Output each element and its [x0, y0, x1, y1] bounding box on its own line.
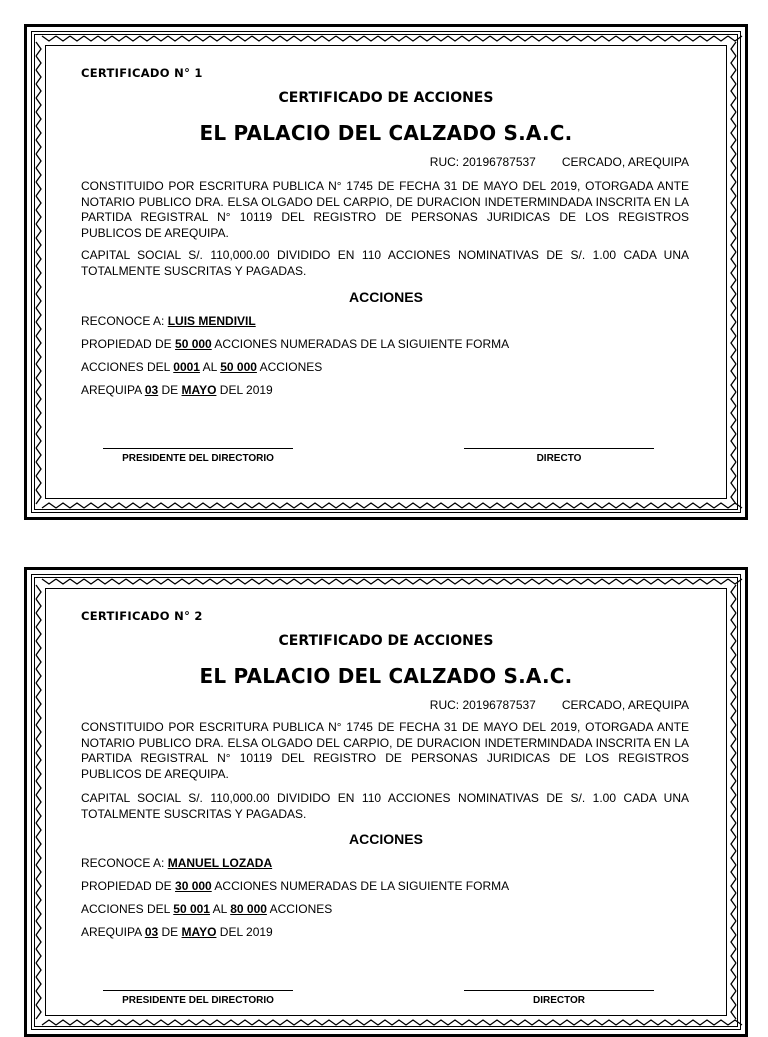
ownership-suffix: ACCIONES NUMERADAS DE LA SIGUIENTE FORMA [214, 337, 510, 351]
date-day: 03 [144, 925, 159, 939]
date-de: DE [161, 383, 179, 397]
range-to: 50 000 [220, 360, 257, 374]
date-line [81, 383, 273, 397]
share-range-line [81, 360, 322, 374]
signature-label-right: DIRECTOR [532, 995, 586, 1006]
ownership-line [81, 879, 509, 893]
range-to: 80 000 [230, 902, 267, 916]
company-name: EL PALACIO DEL CALZADO S.A.C. [199, 664, 573, 688]
date-day: 03 [144, 383, 159, 397]
certificate-kind-title: CERTIFICADO DE ACCIONES [278, 633, 494, 649]
certificate-number: CERTIFICADO N° 2 [81, 609, 203, 623]
share-range-line [81, 902, 332, 916]
signature-label-right: DIRECTO [536, 453, 582, 464]
ownership-prefix: PROPIEDAD DE [81, 337, 172, 351]
recognizes-label: RECONOCE A: [81, 314, 165, 328]
city: AREQUIPA [81, 925, 142, 939]
range-prefix: ACCIONES DEL [81, 360, 170, 374]
shares-section-title: ACCIONES [349, 831, 423, 847]
holder-name: LUIS MENDIVIL [167, 314, 256, 328]
ownership-prefix: PROPIEDAD DE [81, 879, 172, 893]
city: AREQUIPA [81, 383, 142, 397]
capital-paragraph: CAPITAL SOCIAL S/. 110,000.00 DIVIDIDO EN 110 ACCIONES NOMINATIVAS DE S/. 1.00 CADA UNA TOTALMENTE SUSCRITAS Y PAGADAS. [81, 248, 689, 278]
shares-section-title: ACCIONES [349, 289, 423, 305]
date-month: MAYO [181, 383, 217, 397]
range-suffix: ACCIONES [269, 902, 333, 916]
signature-line-left [103, 448, 293, 449]
certificate-kind-title: CERTIFICADO DE ACCIONES [278, 90, 494, 106]
signature-line-left [103, 990, 293, 991]
date-line [81, 925, 273, 939]
holder-name: MANUEL LOZADA [167, 856, 273, 870]
signature-line-right [464, 990, 654, 991]
holder-line [81, 856, 272, 870]
ownership-suffix: ACCIONES NUMERADAS DE LA SIGUIENTE FORMA [214, 879, 510, 893]
range-mid: AL [202, 360, 217, 374]
date-year: DEL 2019 [219, 925, 273, 939]
share-certificate-2 [24, 567, 748, 1037]
shares-count: 50 000 [175, 337, 212, 351]
range-mid: AL [212, 902, 227, 916]
holder-line [81, 314, 256, 328]
range-suffix: ACCIONES [259, 360, 323, 374]
range-from: 50 001 [173, 902, 210, 916]
constitution-paragraph: CONSTITUIDO POR ESCRITURA PUBLICA N° 1745 DE FECHA 31 DE MAYO DEL 2019, OTORGADA ANTE NOTARIO PUBLICO DRA. ELSA OLGADO DEL CARPIO, DE DURACION INDETERMINDADA INSCRITA EN LA PARTIDA REGISTRAL N° 10119 DEL REGISTRO DE PERSONAS JURIDICAS DE LOS REGISTROS PUBLICOS DE AREQUIPA. [81, 720, 689, 781]
signature-line-right [464, 448, 654, 449]
signature-label-left: PRESIDENTE DEL DIRECTORIO [122, 453, 274, 464]
ruc-line [430, 698, 689, 712]
location: CERCADO, AREQUIPA [561, 155, 689, 169]
location: CERCADO, AREQUIPA [561, 698, 689, 712]
ruc-line [430, 155, 689, 169]
signature-label-left: PRESIDENTE DEL DIRECTORIO [122, 995, 274, 1006]
company-name: EL PALACIO DEL CALZADO S.A.C. [199, 121, 573, 145]
capital-paragraph: CAPITAL SOCIAL S/. 110,000.00 DIVIDIDO EN 110 ACCIONES NOMINATIVAS DE S/. 1.00 CADA UNA TOTALMENTE SUSCRITAS Y PAGADAS. [81, 791, 689, 821]
date-year: DEL 2019 [219, 383, 273, 397]
range-from: 0001 [173, 360, 200, 374]
certificate-number: CERTIFICADO N° 1 [81, 66, 203, 80]
shares-count: 30 000 [175, 879, 212, 893]
constitution-paragraph: CONSTITUIDO POR ESCRITURA PUBLICA N° 1745 DE FECHA 31 DE MAYO DEL 2019, OTORGADA ANTE NOTARIO PUBLICO DRA. ELSA OLGADO DEL CARPIO, DE DURACION INDETERMINDADA INSCRITA EN LA PARTIDA REGISTRAL N° 10119 DEL REGISTRO DE PERSONAS JURIDICAS DE LOS REGISTROS PUBLICOS DE AREQUIPA. [81, 179, 689, 240]
date-de: DE [161, 925, 179, 939]
ruc-number: RUC: 20196787537 [429, 155, 536, 169]
recognizes-label: RECONOCE A: [81, 856, 165, 870]
range-prefix: ACCIONES DEL [81, 902, 170, 916]
date-month: MAYO [181, 925, 217, 939]
ruc-number: RUC: 20196787537 [429, 698, 536, 712]
ownership-line [81, 337, 509, 351]
share-certificate-1 [24, 24, 748, 520]
